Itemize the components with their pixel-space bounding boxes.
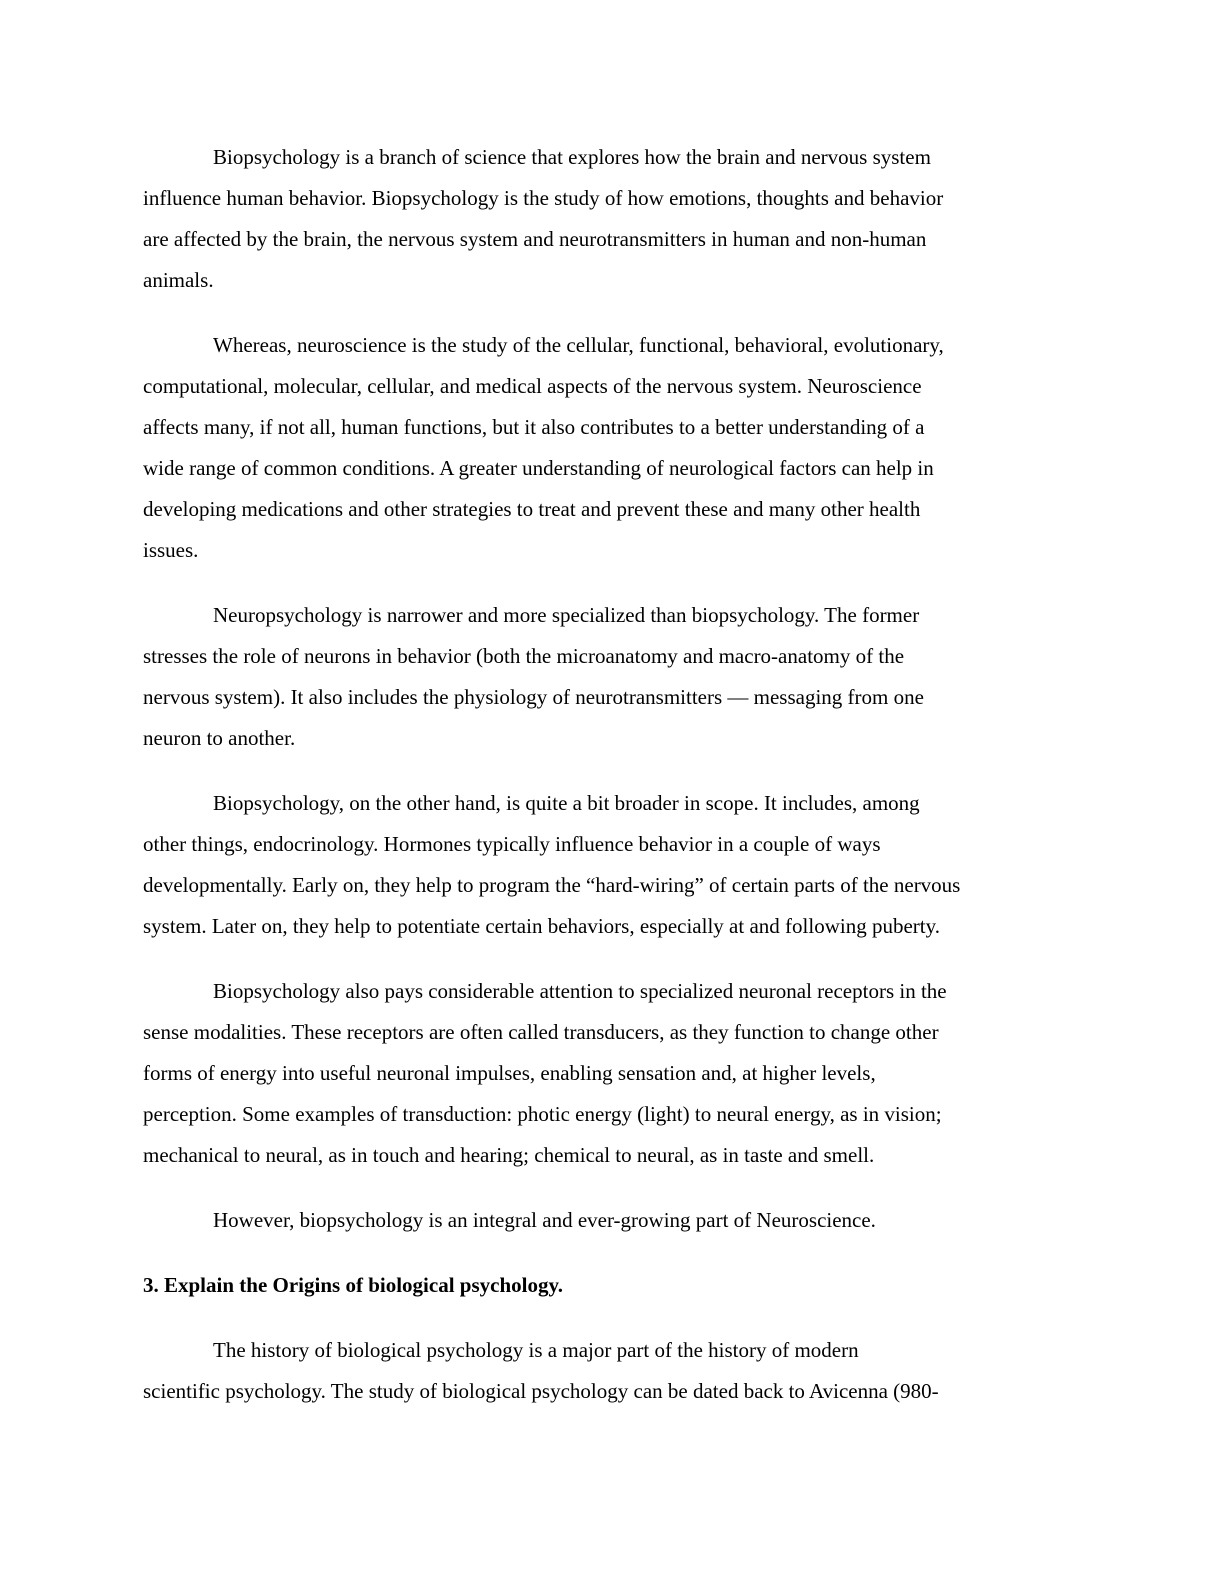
paragraph-neuropsychology	[143, 595, 1083, 759]
text-line: other things, endocrinology. Hormones typically influence behavior in a couple of ways	[143, 832, 881, 856]
text-line: perception. Some examples of transduction: photic energy (light) to neural energy, as in vision;	[143, 1102, 942, 1126]
text-line: animals.	[143, 268, 214, 292]
paragraph-biopsychology-scope	[143, 783, 1083, 947]
text-line: computational, molecular, cellular, and medical aspects of the nervous system. Neuroscience	[143, 374, 922, 398]
text-line: sense modalities. These receptors are often called transducers, as they function to change other	[143, 1020, 939, 1044]
paragraph-biopsychology-definition	[143, 137, 1083, 301]
text-line: The history of biological psychology is a major part of the history of modern	[213, 1338, 859, 1362]
text-line: developing medications and other strategies to treat and prevent these and many other health	[143, 497, 921, 521]
text-line: affects many, if not all, human functions, but it also contributes to a better understanding of a	[143, 415, 925, 439]
text-line: wide range of common conditions. A greater understanding of neurological factors can help in	[143, 456, 934, 480]
section-heading: 3. Explain the Origins of biological psychology.	[143, 1273, 564, 1297]
text-line: Biopsychology also pays considerable attention to specialized neuronal receptors in the	[213, 979, 947, 1003]
paragraph-receptors	[143, 971, 1083, 1176]
text-line: developmentally. Early on, they help to program the “hard-wiring” of certain parts of the nervous	[143, 873, 961, 897]
text-line: neuron to another.	[143, 726, 296, 750]
text-line: mechanical to neural, as in touch and hearing; chemical to neural, as in taste and smell.	[143, 1143, 875, 1167]
text-line: However, biopsychology is an integral and ever-growing part of Neuroscience.	[213, 1208, 876, 1232]
text-line: Biopsychology, on the other hand, is quite a bit broader in scope. It includes, among	[213, 791, 920, 815]
text-line: stresses the role of neurons in behavior (both the microanatomy and macro-anatomy of the	[143, 644, 905, 668]
text-line: nervous system). It also includes the physiology of neurotransmitters — messaging from one	[143, 685, 924, 709]
paragraph-neuroscience-definition	[143, 325, 1083, 571]
text-line: forms of energy into useful neuronal impulses, enabling sensation and, at higher levels,	[143, 1061, 876, 1085]
text-line: Biopsychology is a branch of science that explores how the brain and nervous system	[213, 145, 931, 169]
text-line: Neuropsychology is narrower and more specialized than biopsychology. The former	[213, 603, 920, 627]
text-line: system. Later on, they help to potentiate certain behaviors, especially at and following puberty.	[143, 914, 940, 938]
paragraph-history	[143, 1330, 1083, 1412]
document-body	[143, 137, 1083, 1436]
text-line: influence human behavior. Biopsychology is the study of how emotions, thoughts and behavior	[143, 186, 944, 210]
paragraph-conclusion	[143, 1200, 1083, 1241]
text-line: scientific psychology. The study of biological psychology can be dated back to Avicenna (980-	[143, 1379, 939, 1403]
text-line: issues.	[143, 538, 199, 562]
text-line: are affected by the brain, the nervous system and neurotransmitters in human and non-human	[143, 227, 927, 251]
text-line: Whereas, neuroscience is the study of the cellular, functional, behavioral, evolutionary,	[213, 333, 944, 357]
